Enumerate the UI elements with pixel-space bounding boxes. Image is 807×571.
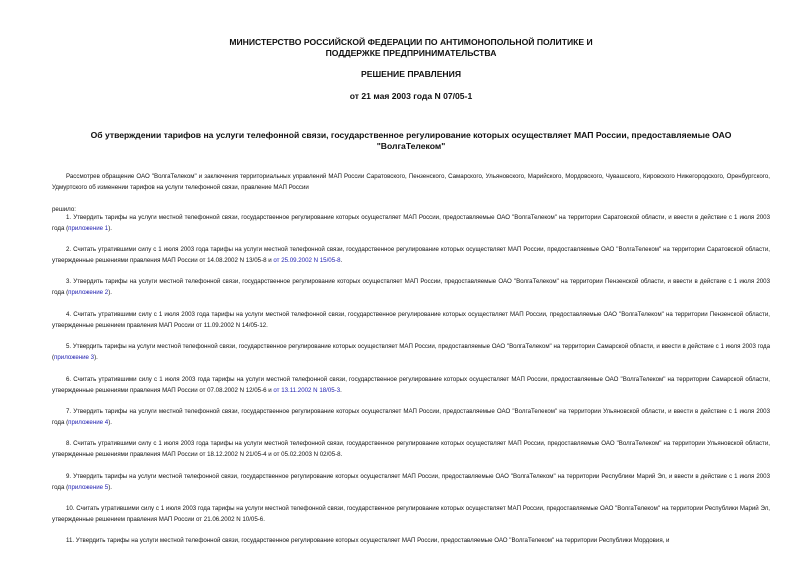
item-text: 1. Утвердить тарифы на услуги местной телефонной связи, государственное регулирование которых осуществляет МАП России, предоставляемые ОАО "ВолгаТелеком" на территории Саратовской области, и ввести в действие с 1 июля 2003 года ( [52, 214, 770, 232]
list-item [52, 406, 770, 428]
item-text: 11. Утвердить тарифы на услуги местной телефонной связи, государственное регулирование которых осуществляет МАП России, предоставляемые ОАО "ВолгаТелеком" на территории Республики Мордовия, и [66, 537, 670, 544]
decision-link[interactable]: от 25.09.2002 N 15/05-8 [273, 257, 341, 264]
title-line-2: "ВолгаТелеком" [376, 141, 446, 151]
item-text: 6. Считать утратившими силу с 1 июля 2003 года тарифы на услуги местной телефонной связи, государственное регулирование которых осуществляет МАП России, предоставляемые ОАО "ВолгаТелеком" на территории Самарской области, утвержденные решениями правления МАП России от 07.08.2002 N 12/05-6 и [52, 376, 770, 394]
ministry-line-1: МИНИСТЕРСТВО РОССИЙСКОЙ ФЕДЕРАЦИИ ПО АНТИМОНОПОЛЬНОЙ ПОЛИТИКЕ И [229, 37, 593, 47]
appendix-link[interactable]: приложение 3 [54, 354, 95, 361]
item-text: 7. Утвердить тарифы на услуги местной телефонной связи, государственное регулирование которых осуществляет МАП России, предоставляемые ОАО "ВолгаТелеком" на территории Ульяновской области, и ввести в действие с 1 июля 2003 года ( [52, 408, 770, 426]
list-item [52, 535, 770, 546]
item-text: 4. Считать утратившими силу с 1 июля 2003 года тарифы на услуги местной телефонной связи, государственное регулирование которых осуществляет МАП России, предоставляемые ОАО "ВолгаТелеком" на территории Пензенской области, утвержденные решением правления МАП России от 11.09.2002 N 14/05-12. [52, 311, 770, 329]
resolved-label: решило: [52, 206, 76, 213]
list-item [52, 503, 770, 525]
appendix-link[interactable]: приложение 2 [68, 289, 109, 296]
item-text: 10. Считать утратившими силу с 1 июля 2003 года тарифы на услуги местной телефонной связи, государственное регулирование которых осуществляет МАП России, предоставляемые ОАО "ВолгаТелеком" на территории Республики Марий Эл, утвержденные решением правления МАП России от 21.06.2002 N 10/05-6. [52, 505, 770, 523]
intro-paragraph: Рассмотрев обращение ОАО "ВолгаТелеком" и заключения территориальных управлений МАП России Саратовского, Пензенского, Самарского, Ульяновского, Марийского, Мордовского, Чувашского, Кировского Нижегородского, Оренбургского, Удмуртского об изменении тарифов на услуги телефонной связи, правление МАП России [52, 173, 770, 191]
list-item [52, 438, 770, 460]
document-title [52, 130, 770, 152]
item-text-tail: . [340, 257, 343, 264]
appendix-link[interactable]: приложение 1 [68, 225, 109, 232]
decision-date: от 21 мая 2003 года N 07/05-1 [349, 91, 473, 101]
item-text-tail: ). [108, 419, 112, 426]
decision-link[interactable]: от 13.11.2002 N 18/05-3 [273, 387, 341, 394]
item-text: 5. Утвердить тарифы на услуги местной телефонной связи, государственное регулирование которых осуществляет МАП России, предоставляемые ОАО "ВолгаТелеком" на территории Самарской области, и ввести в действие с 1 июля 2003 года ( [52, 343, 770, 361]
list-item [52, 276, 770, 298]
list-item [52, 244, 770, 266]
list-item [52, 471, 770, 493]
item-text: 2. Считать утратившими силу с 1 июля 2003 года тарифы на услуги местной телефонной связи, государственное регулирование которых осуществляет МАП России, предоставляемые ОАО "ВолгаТелеком" на территории Саратовской области, утвержденные решениями правления МАП России от 14.08.2002 N 13/05-8 и [52, 246, 770, 264]
item-text-tail: ). [108, 484, 112, 491]
appendix-link[interactable]: приложение 5 [68, 484, 109, 491]
item-text-tail: . [340, 387, 342, 394]
item-text: 3. Утвердить тарифы на услуги местной телефонной связи, государственное регулирование которых осуществляет МАП России, предоставляемые ОАО "ВолгаТелеком" на территории Пензенской области, и ввести в действие с 1 июля 2003 года ( [52, 278, 770, 296]
list-item [52, 212, 770, 234]
item-text: 8. Считать утратившими силу с 1 июля 2003 года тарифы на услуги местной телефонной связи, государственное регулирование которых осуществляет МАП России, предоставляемые ОАО "ВолгаТелеком" на территории Ульяновской области, утвержденные решениями правления МАП России от 18.12.2002 N 21/05-4 и от 05.02.2003 N 02/05-8. [52, 440, 770, 458]
list-item [52, 309, 770, 331]
list-item [52, 341, 770, 363]
list-item [52, 374, 770, 396]
item-text-tail: ). [94, 354, 98, 361]
item-text-tail: ). [108, 225, 112, 232]
ministry-line-2: ПОДДЕРЖКЕ ПРЕДПРИНИМАТЕЛЬСТВА [325, 48, 497, 58]
appendix-link[interactable]: приложение 4 [68, 419, 109, 426]
item-text-tail: ). [108, 289, 112, 296]
decision-heading: РЕШЕНИЕ ПРАВЛЕНИЯ [360, 69, 461, 79]
title-line-1: Об утверждении тарифов на услуги телефонной связи, государственное регулирование которых осуществляет МАП России, предоставляемые ОАО [90, 130, 732, 140]
item-text: 9. Утвердить тарифы на услуги местной телефонной связи, государственное регулирование которых осуществляет МАП России, предоставляемые ОАО "ВолгаТелеком" на территории Республики Марий Эл, и ввести в действие с 1 июля 2003 года ( [52, 473, 770, 491]
ministry-header [52, 37, 770, 59]
